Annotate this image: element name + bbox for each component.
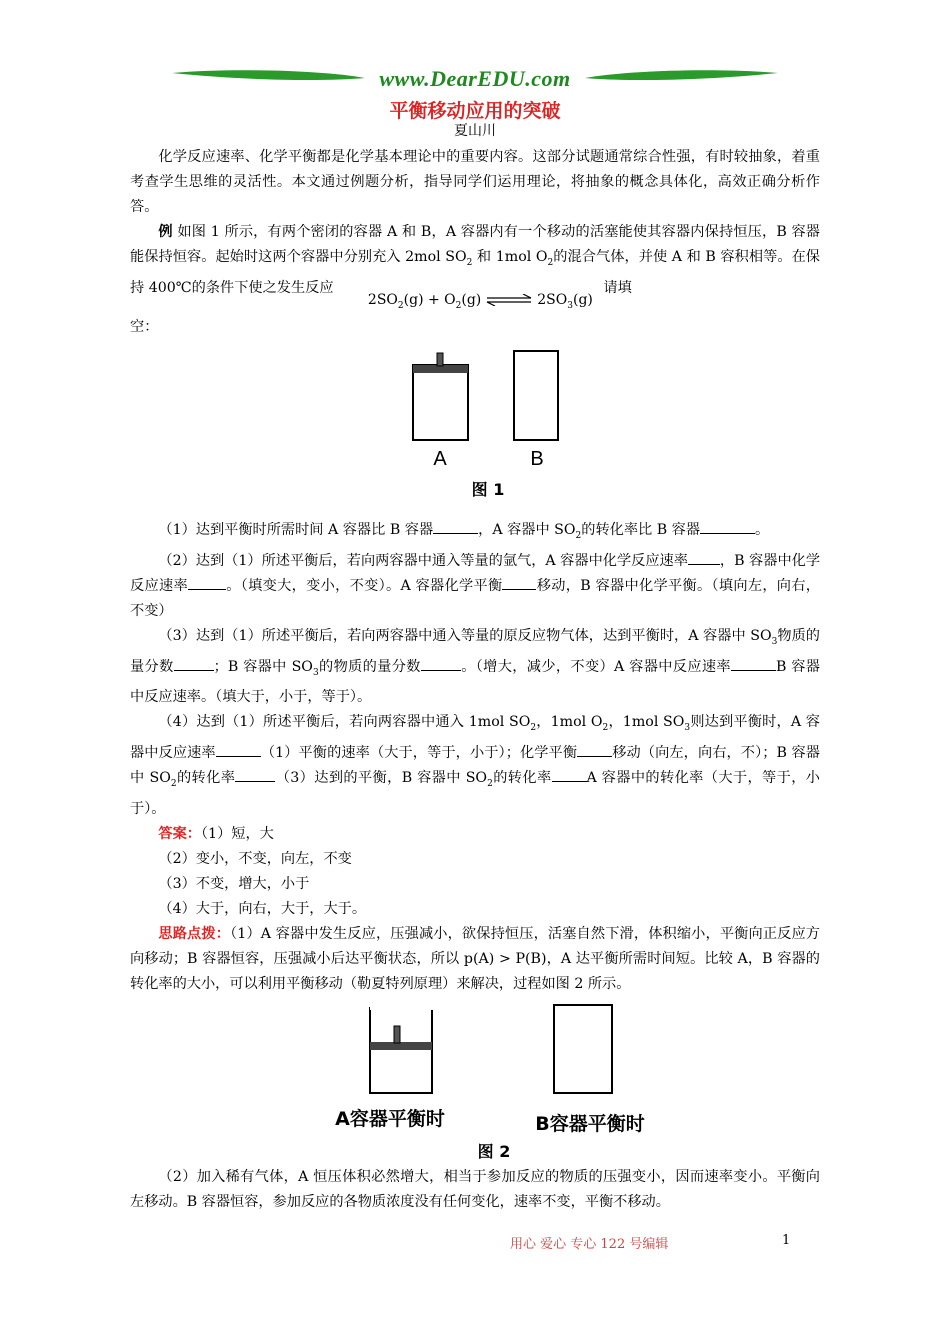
sub: 2 [466,257,473,268]
q2-text: ，B 容器中化学反应速率 [130,552,821,594]
q4-text: 的转化率 [176,770,236,787]
question-1 [130,518,820,549]
hint-text: （1）A 容器中发生反应，压强减小，欲保持恒压，活塞自然下滑，体积缩小，平衡向正反应方向移动；B 容器恒容，压强减小后达平衡状态，所以 p(A) > P(B)，A 达平衡所需时间短。比较 A，B 容器的转化率的大小，可以利用平衡移动（勒夏特列原理）来解决，过程如图 2 所示。 [130,926,820,993]
question-4 [130,710,820,822]
figure-2-label-a: A容器平衡时 [335,1108,445,1130]
q4-text: A 容器中的转化率（大于，等于，小于）。 [130,770,820,818]
equilibrium-arrow-icon [485,294,533,306]
sub: 2 [170,779,177,790]
q3-text: B 容器中反应速率。（填大于，小于，等于）。 [130,658,820,706]
q4-text: 移动（向左，向右，不）；B 容器中 SO [130,745,820,787]
answer-blank[interactable] [502,575,536,590]
q4-text: 的转化率 [492,770,552,787]
q4-text: ，1mol SO [608,714,685,731]
answer-blank[interactable] [433,519,478,534]
reaction-equation [340,288,593,319]
figure-2 [322,1000,662,1165]
q3-text: （3）达到（1）所述平衡后，若向两容器中通入等量的原反应物气体，达到平衡时，A 容器中 SO [158,627,772,644]
q1-text: ，A 容器中 SO [478,522,576,538]
example-cont: 空： [130,318,159,335]
sub: 3 [684,723,691,734]
q4-text: 则达到平衡时，A 容器中反应速率 [130,714,820,762]
q4-text: （4）达到（1）所述平衡后，若向两容器中通入 1mol SO [158,714,531,731]
example-text-3: 的混合气体，并使 A 和 B 容积相等。在保持 400℃的条件下使之发生反应 [130,249,820,296]
paragraph-2: （2）加入稀有气体，A 恒压体积必然增大，相当于参加反应的物质的压强变小，因而速率变小。平衡向左移动。B 容器恒容，参加反应的各物质浓度没有任何变化，速率不变，平衡不移动。 [130,1169,820,1210]
eq-mid: (g) + O [403,291,456,308]
sub: 2 [397,300,404,311]
answer-label: 答案： [158,826,201,843]
answer-blank[interactable] [174,656,214,671]
figure-1-drawing [400,345,560,505]
example-paragraph [130,220,820,311]
example-after: 请填 [603,279,632,296]
sub: 2 [602,723,609,734]
footer-note: 用心 爱心 专心 122 号编辑 [510,1237,669,1252]
paragraph-2-block [130,1165,820,1215]
answer-blank[interactable] [700,519,755,534]
example-label: 例 [158,224,173,240]
site-url[interactable]: www.DearEDU.com [379,66,571,91]
sub: 2 [487,779,493,790]
answer-label-line [130,822,820,847]
answer-blank[interactable] [688,550,720,565]
hint-label: 思路点拨： [158,926,231,943]
q1-text: 。 [755,522,770,538]
q2-text: 。（填变大，变小，不变）。A 容器化学平衡 [225,577,503,594]
figure-1 [400,345,560,505]
q3-text: 物质的量分数 [130,627,820,675]
answer-blank[interactable] [577,742,612,757]
author: 夏山川 [454,123,496,139]
figure-2-drawing [322,1000,662,1165]
page-title: 平衡移动应用的突破 [389,100,561,122]
sub: 2 [455,300,462,311]
article-body [130,145,820,340]
questions-block [130,518,820,997]
figure-1-label-b: B [530,448,544,470]
answer-1: （1）短，大 [200,826,274,843]
sub: 3 [771,636,778,647]
figure-1-caption: 图 1 [471,480,505,499]
page-number: 1 [782,1233,791,1248]
eq-right2: (g) [572,291,593,308]
answer-2: （2）变小，不变，向左，不变 [158,851,352,868]
q4-text: （3）达到的平衡，B 容器中 SO [275,770,488,787]
example-text-1: 如图 1 所示，有两个密闭的容器 A 和 B，A 容器内有一个移动的活塞能使其容器内保持恒压，B 容器能保持恒容。起始时这两个容器中分别充入 2mol SO [130,224,820,265]
sub: 2 [530,723,537,734]
answer-blank[interactable] [421,656,461,671]
sub: 2 [547,257,554,268]
answer-blank[interactable] [235,767,275,782]
q3-text: 。（增大，减少，不变）A 容器中反应速率 [460,658,731,675]
figure-2-label-b: B容器平衡时 [535,1113,645,1135]
answer-blank[interactable] [188,575,226,590]
answer-blank[interactable] [731,656,776,671]
q2-text: （2）达到（1）所述平衡后，若向两容器中通入等量的氩气，A 容器中化学反应速率 [158,552,688,569]
eq-left: 2SO [367,291,398,308]
q2-text: 移动，B 容器中化学平衡 [536,577,697,594]
answer-3: （3）不变，增大，小于 [158,876,310,893]
figure-1-label-a: A [433,448,447,470]
q1-text: 的转化率比 B 容器 [581,522,701,538]
q1-text: （1）达到平衡时所需时间 A 容器比 B 容器 [158,522,434,538]
figure-2-caption: 图 2 [477,1142,511,1161]
site-header [170,64,780,96]
sub: 2 [575,530,582,541]
answer-blank[interactable] [216,742,261,757]
q4-text: ，1mol O [536,714,603,731]
question-3 [130,624,820,711]
q4-text: （1）平衡的速率（大于，等于，小于）；化学平衡 [260,745,578,762]
eq-mid2: (g) [461,291,482,308]
question-2 [130,549,820,624]
answer-4: （4）大于，向右，大于，大于。 [158,901,367,918]
q3-text: 的物质的量分数 [318,658,421,675]
hint-paragraph [130,922,820,997]
q3-text: ；B 容器中 SO [213,658,313,675]
example-text-2: 和 1mol O [476,249,548,265]
sub: 3 [567,300,573,311]
sub: 3 [312,667,319,678]
q2-text: 。（填向左，向右，不变） [130,577,820,619]
intro-paragraph: 化学反应速率、化学平衡都是化学基本理论中的重要内容。这部分试题通常综合性强，有时较抽象，着重考查学生思维的灵活性。本文通过例题分析，指导同学们运用理论，将抽象的概念具体化，高效正确分析作答。 [130,149,820,215]
answer-blank[interactable] [552,767,587,782]
eq-right: 2SO [537,291,568,308]
